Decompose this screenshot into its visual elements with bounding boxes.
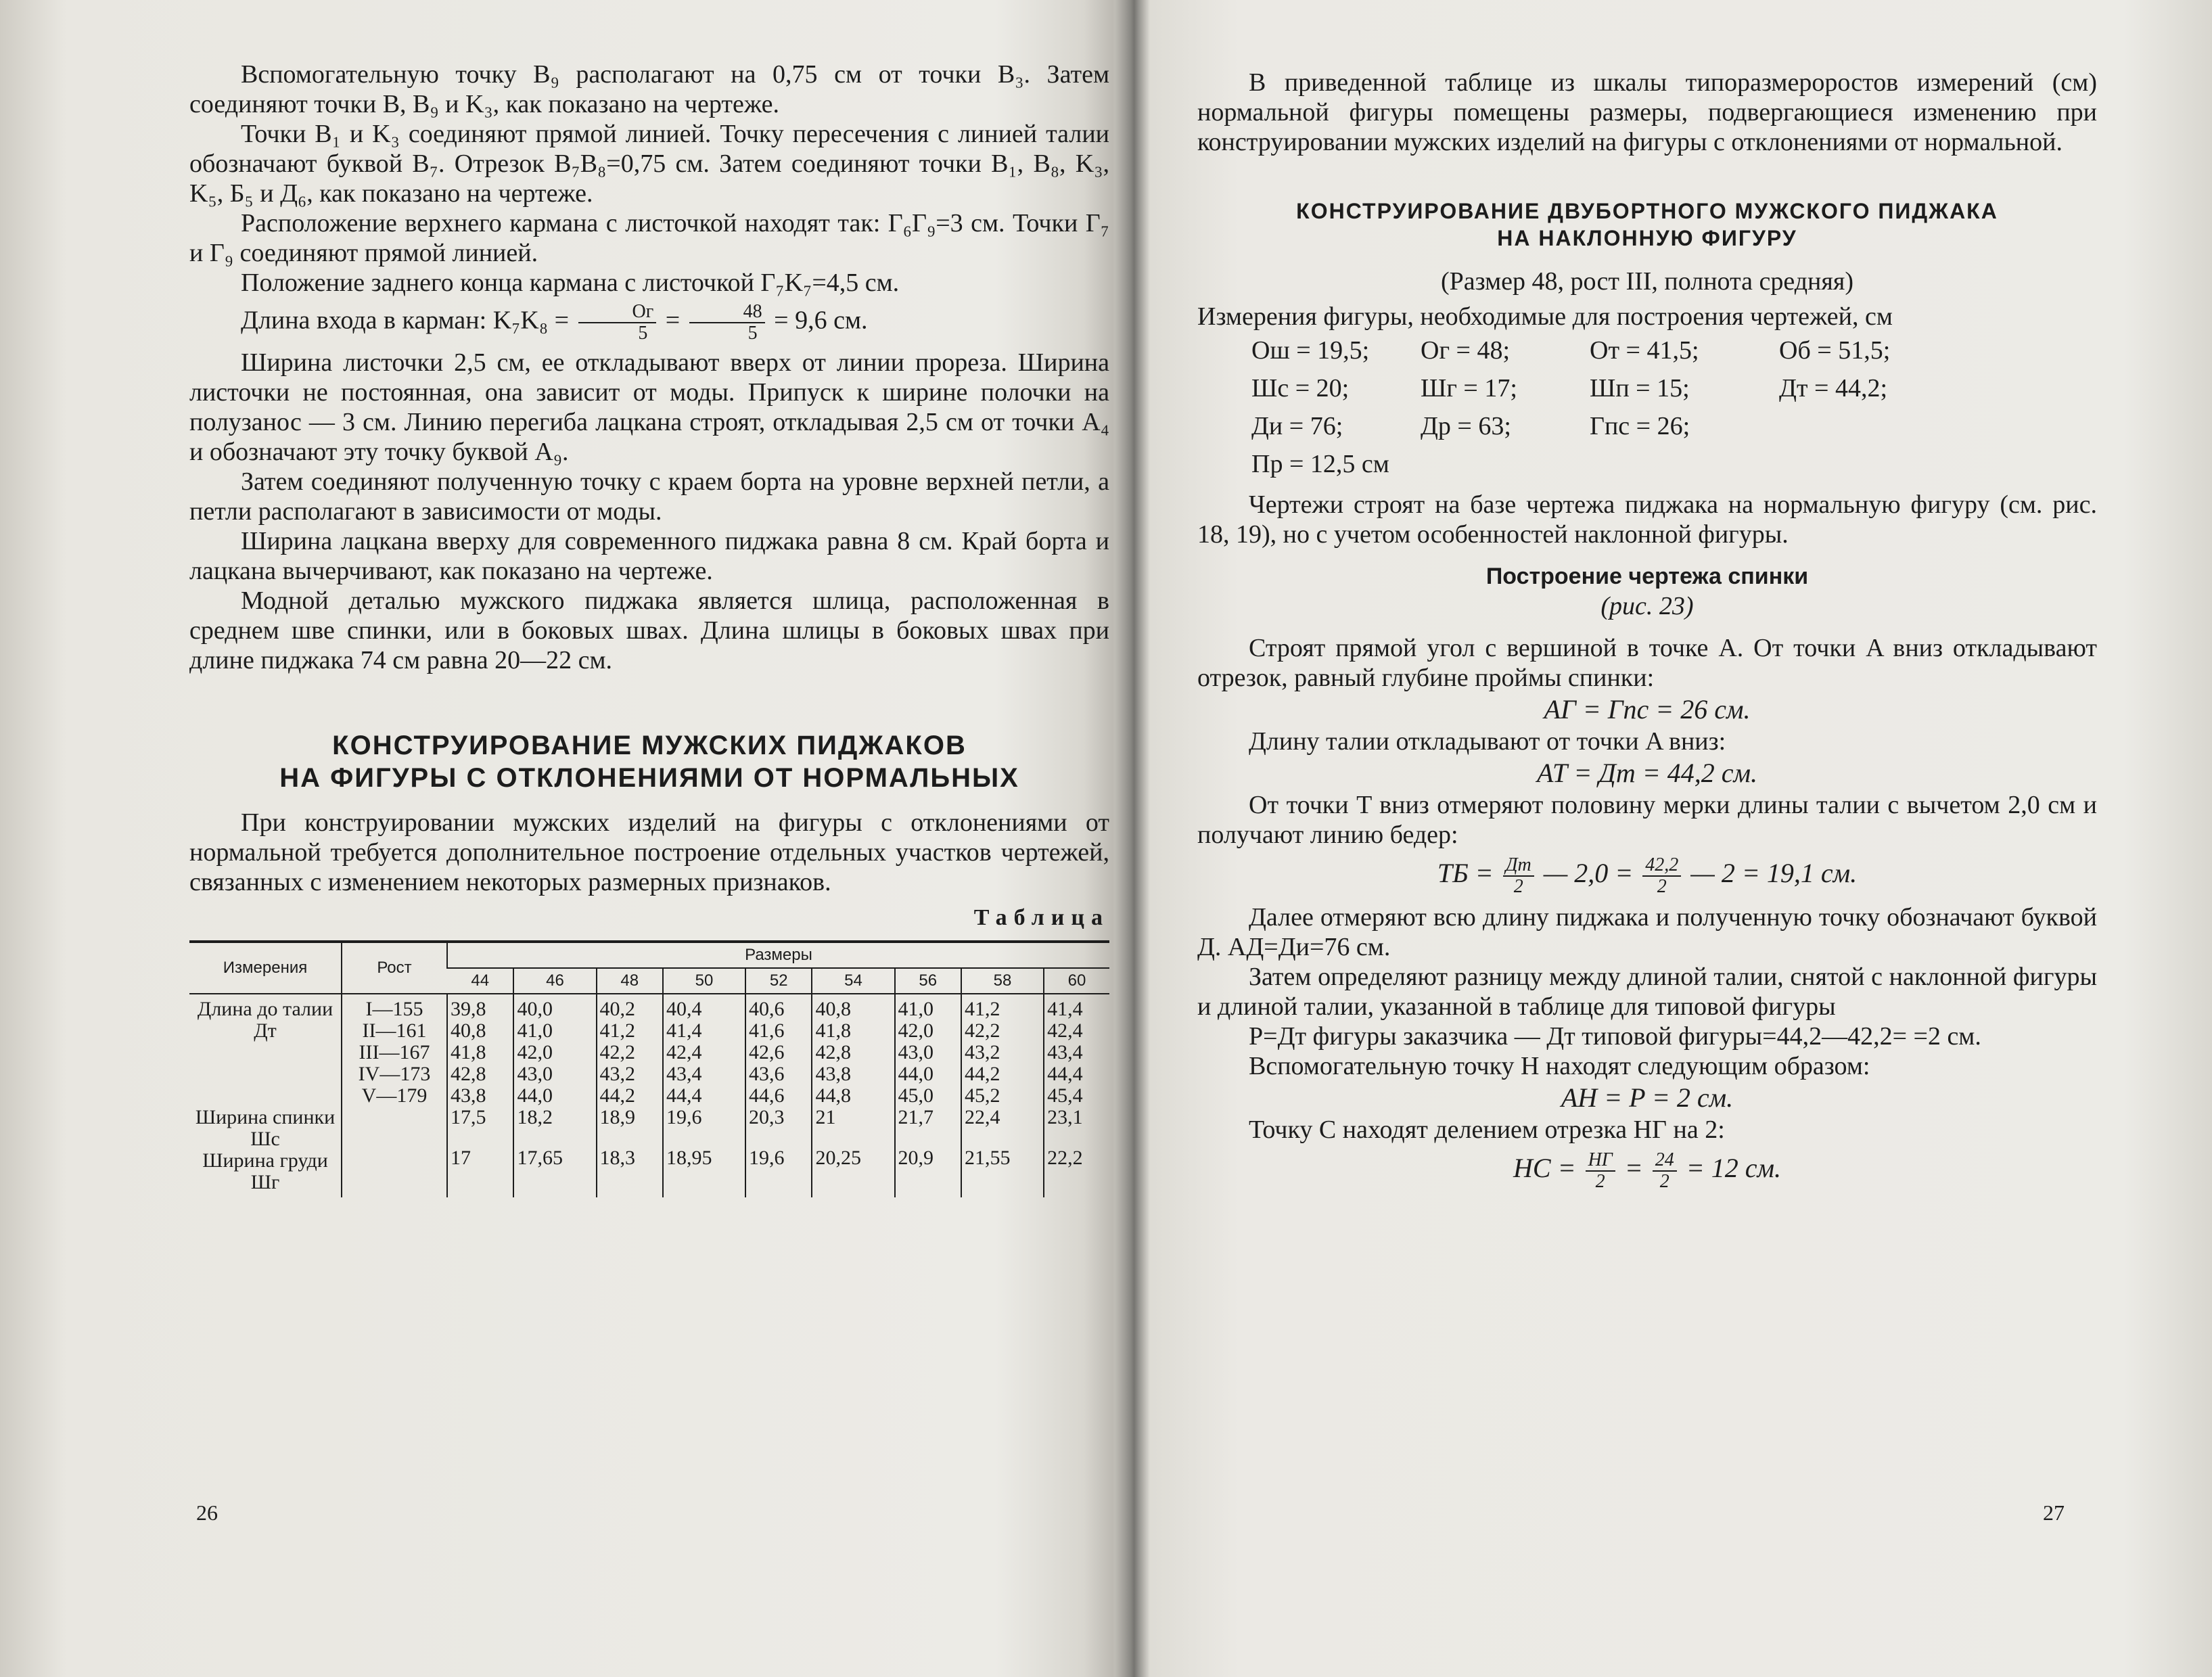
table-cell: 18,3 [599, 1147, 636, 1169]
measure-item: Др = 63; [1421, 412, 1511, 440]
measure-item: Шг = 17; [1421, 374, 1517, 403]
table-cell: 40,8 [451, 1019, 486, 1042]
measure-item: Oб = 51,5; [1779, 336, 1891, 365]
size-line: (Размер 48, рост III, полнота средняя) [1440, 267, 1853, 296]
measures-intro: Измерения фигуры, необходимые для построения чертежей, см [1197, 302, 1893, 331]
table-size-header: 46 [513, 968, 596, 994]
drawing-note: Чертежи строят на базе чертежа пиджака на нормальную фигуру (см. рис. 18, 19), но с учетом особенностей наклонной фигуры. [1197, 490, 2097, 549]
section-heading-line-2: НА ФИГУРЫ С ОТКЛОНЕНИЯМИ ОТ НОРМАЛЬНЫХ [279, 763, 1019, 793]
measure-item: Oг = 48; [1421, 336, 1511, 365]
measure-item: Дт = 44,2; [1779, 374, 1888, 403]
table-cell: 45,2 [964, 1084, 1000, 1107]
left-paragraph-6: Затем соединяют полученную точку с краем борта на уровне верхней петли, а петли располагают в зависимости от моды. [189, 467, 1109, 526]
table-cell: 44,4 [666, 1084, 702, 1107]
table-cell: 44,0 [898, 1063, 934, 1085]
measure-item: Шп = 15; [1590, 374, 1690, 403]
table-cell: 41,2 [964, 998, 1000, 1020]
table-size-column [663, 994, 745, 1197]
table-size-column [812, 994, 894, 1197]
table-cell: 20,25 [815, 1147, 861, 1169]
table-cell: 44,8 [815, 1084, 851, 1107]
table-cell: 17,65 [517, 1147, 563, 1169]
right-heading-line-1: КОНСТРУИРОВАНИЕ ДВУБОРТНОГО МУЖСКОГО ПИДЖАКА [1296, 199, 1998, 223]
left-paragraph-4: Положение заднего конца кармана с листочкой Г₇K₇=4,5 см. [241, 269, 900, 297]
table-cell: 42,6 [749, 1041, 785, 1063]
table-cell: 17 [451, 1147, 471, 1169]
table-cell: 43,8 [815, 1063, 851, 1085]
table-title: Таблица [973, 905, 1109, 930]
table-cell: 42,4 [666, 1041, 702, 1063]
table-cell: 21,55 [964, 1147, 1011, 1169]
table-size-header: 56 [895, 968, 961, 994]
table-size-column [597, 994, 663, 1197]
table-cell: 42,4 [1047, 1019, 1083, 1042]
table-cell: 43,2 [964, 1041, 1000, 1063]
measure-item: Ди = 76; [1251, 412, 1343, 440]
formula-at: AT = Дт = 44,2 см. [1536, 758, 1758, 788]
table-cell: 23,1 [1047, 1106, 1083, 1128]
pocket-frac-1: $\frac{Oг}{5}$ [578, 302, 657, 344]
table-size-header: 52 [745, 968, 812, 994]
table-heights: I—155 II—161 III—167 IV—173 V—179 [342, 994, 447, 1197]
right-paragraph-2: Длину талии откладывают от точки A вниз: [1249, 727, 1726, 756]
tb-frac-2: $\frac{42,2}{2}$ [1642, 855, 1681, 897]
table-cell: 41,8 [451, 1041, 486, 1063]
table-cell: 42,2 [599, 1041, 636, 1063]
table-cell: 44,0 [517, 1084, 553, 1107]
table-row-labels: Длина до талии Дт Ширина спинки Шс Ширина груди Шг [195, 998, 336, 1193]
table-cell: 42,0 [898, 1019, 934, 1042]
table-header-height: Рост [342, 942, 447, 994]
table-size-header: 50 [663, 968, 745, 994]
table-cell: 45,4 [1047, 1084, 1083, 1107]
table-cell: 17,5 [451, 1106, 486, 1128]
measure-item: Гпс = 26; [1590, 412, 1690, 440]
table-cell: 21 [815, 1106, 836, 1128]
right-paragraph-8: Точку C находят делением отрезка HГ на 2: [1249, 1116, 1725, 1144]
table-size-header: 44 [447, 968, 513, 994]
book-spine [1115, 0, 1150, 1677]
section-heading-line-1: КОНСТРУИРОВАНИЕ МУЖСКИХ ПИДЖАКОВ [332, 731, 967, 760]
measure-item [1779, 407, 1962, 445]
table-size-column [513, 994, 596, 1197]
left-paragraph-2: Точки B₁ и K₃ соединяют прямой линией. Точку пересечения с линией талии обозначают буквой B₇. Отрезок B₇B₈=0,75 см. Затем соединяют точки B₁, B₈, K₃, K₅, Б₅ и Д₆, как показано на чертеже. [189, 120, 1109, 208]
table-cell: 44,2 [964, 1063, 1000, 1085]
table-size-column [895, 994, 961, 1197]
page-number-right: 27 [2043, 1500, 2065, 1525]
hc-frac-1: $\frac{HГ}{2}$ [1586, 1150, 1615, 1192]
table-cell: 40,6 [749, 998, 785, 1020]
table-size-column [745, 994, 812, 1197]
formula-tb: TБ = $\frac{Дт}{2}$ — 2,0 = $\frac{42,2}{2}$ — 2 = 19,1 см. [1437, 854, 1858, 897]
table-cell: 39,8 [451, 998, 486, 1020]
left-paragraph-3: Расположение верхнего кармана с листочкой находят так: Г₆Г₉=3 см. Точки Г₇ и Г₉ соединяют прямой линией. [189, 209, 1109, 267]
table-size-column [961, 994, 1044, 1197]
table-cell: 45,0 [898, 1084, 934, 1107]
table-cell: 22,4 [964, 1106, 1000, 1128]
table-cell: 42,0 [517, 1041, 553, 1063]
table-cell: 42,2 [964, 1019, 1000, 1042]
table-size-header: 54 [812, 968, 894, 994]
table-cell: 41,6 [749, 1019, 785, 1042]
hc-frac-2: $\frac{24}{2}$ [1653, 1150, 1677, 1192]
table-cell: 18,2 [517, 1106, 553, 1128]
measure-item: Oш = 19,5; [1251, 336, 1370, 365]
table-cell: 41,4 [1047, 998, 1083, 1020]
table-cell: 44,2 [599, 1084, 636, 1107]
right-page [1197, 0, 2097, 1677]
right-paragraph-4: Далее отмеряют всю длину пиджака и полученную точку обозначают буквой Д. AД=Ди=76 см. [1197, 903, 2097, 961]
table-cell: 18,95 [666, 1147, 712, 1169]
right-heading-line-2: НА НАКЛОННУЮ ФИГУРУ [1497, 226, 1797, 250]
table-cell: 42,8 [815, 1041, 851, 1063]
table-header-sizes: Размеры [447, 942, 1109, 968]
table-cell: 43,0 [898, 1041, 934, 1063]
table-header-measure: Измерения [189, 942, 342, 994]
left-paragraph-7: Ширина лацкана вверху для современного пиджака равна 8 см. Край борта и лацкана вычерчивают, как показано на чертеже. [189, 527, 1109, 585]
pocket-frac-2: $\frac{48}{5}$ [689, 302, 765, 344]
measures-grid [1251, 331, 2097, 483]
table-cell: 41,0 [898, 998, 934, 1020]
formula-ag: AГ = Гпс = 26 см. [1544, 694, 1751, 725]
sub-heading: Построение чертежа спинки [1485, 564, 1809, 589]
figure-ref: (рис. 23) [1600, 592, 1694, 620]
right-paragraph-3: От точки T вниз отмеряют половину мерки длины талии с вычетом 2,0 см и получают линию бедер: [1197, 791, 2097, 849]
table-cell: 43,0 [517, 1063, 553, 1085]
right-paragraph-1: Строят прямой угол с вершиной в точке A. От точки A вниз откладывают отрезок, равный глубине проймы спинки: [1197, 634, 2097, 692]
table-cell: 40,2 [599, 998, 636, 1020]
table-cell: 19,6 [749, 1147, 785, 1169]
section-intro: При конструировании мужских изделий на фигуры с отклонениями от нормальной требуется дополнительное построение отдельных участков чертежей, связанных с изменением некоторых размерных признаков. [189, 808, 1109, 896]
right-paragraph-7: Вспомогательную точку H находят следующим образом: [1249, 1052, 1870, 1080]
measure-item: Шс = 20; [1251, 374, 1350, 403]
table-cell: 40,0 [517, 998, 553, 1020]
table-cell: 41,4 [666, 1019, 702, 1042]
size-table [189, 940, 1109, 1197]
table-cell: 40,8 [815, 998, 851, 1020]
formula-ah: AH = P = 2 см. [1561, 1082, 1734, 1113]
right-paragraph-5: Затем определяют разницу между длиной талии, снятой с наклонной фигуры и длиной талии, указанной в таблице для типовой фигуры [1197, 963, 2097, 1021]
table-cell: 18,9 [599, 1106, 636, 1128]
measure-item: Пр = 12,5 см [1251, 450, 1389, 478]
left-paragraph-8: Модной деталью мужского пиджака является шлица, расположенная в среднем шве спинки, или в боковых швах. Длина шлицы в боковых швах при длине пиджака 74 см равна 20—22 см. [189, 587, 1109, 674]
right-intro: В приведенной таблице из шкалы типоразмероростов измерений (см) нормальной фигуры помещены размеры, подвергающиеся изменению при конструировании мужских изделий на фигуры с отклонениями от нормальной. [1197, 68, 2097, 156]
table-cell: 41,8 [815, 1019, 851, 1042]
table-cell: 44,4 [1047, 1063, 1083, 1085]
left-paragraph-5: Ширина листочки 2,5 см, ее откладывают вверх от линии прореза. Ширина листочки не постоянная, она зависит от моды. Припуск к ширине полочки на полузанос — 3 см. Линию перегиба лацкана строят, откладывая 2,5 см от точки A₄ и обозначают эту точку буквой A₉. [189, 348, 1109, 466]
table-cell: 43,2 [599, 1063, 636, 1085]
pocket-formula: Длина входа в карман: K₇K₈ = $\frac{Oг}{5}$ = $\frac{48}{5}$ = 9,6 см. [241, 301, 868, 344]
table-cell: 40,4 [666, 998, 702, 1020]
formula-hc: HC = $\frac{HГ}{2}$ = $\frac{24}{2}$ = 12 см. [1513, 1149, 1781, 1192]
table-size-header: 58 [961, 968, 1044, 994]
table-size-column [1044, 994, 1109, 1197]
table-cell: 20,3 [749, 1106, 785, 1128]
table-cell: 41,0 [517, 1019, 553, 1042]
table-cell: 43,6 [749, 1063, 785, 1085]
table-cell: 19,6 [666, 1106, 702, 1128]
table-cell: 44,6 [749, 1084, 785, 1107]
left-paragraph-1: Вспомогательную точку B₉ располагают на 0,75 см от точки B₃. Затем соединяют точки B, B₉ и K₃, как показано на чертеже. [189, 60, 1109, 118]
table-cell: 41,2 [599, 1019, 636, 1042]
measure-item: Oт = 41,5; [1590, 336, 1699, 365]
page-number-left: 26 [196, 1500, 218, 1525]
table-cell: 20,9 [898, 1147, 934, 1169]
right-paragraph-6: P=Дт фигуры заказчика — Дт типовой фигуры=44,2—42,2= =2 см. [1249, 1022, 1981, 1051]
table-cell: 43,4 [1047, 1041, 1083, 1063]
table-cell: 21,7 [898, 1106, 934, 1128]
table-cell: 43,8 [451, 1084, 486, 1107]
table-cell: 22,2 [1047, 1147, 1083, 1169]
table-size-column [447, 994, 513, 1197]
left-page [189, 0, 1109, 1677]
table-size-header: 60 [1044, 968, 1109, 994]
table-size-header: 48 [597, 968, 663, 994]
table-cell: 43,4 [666, 1063, 702, 1085]
tb-frac-1: $\frac{Дт}{2}$ [1503, 855, 1534, 897]
table-cell: 42,8 [451, 1063, 486, 1085]
